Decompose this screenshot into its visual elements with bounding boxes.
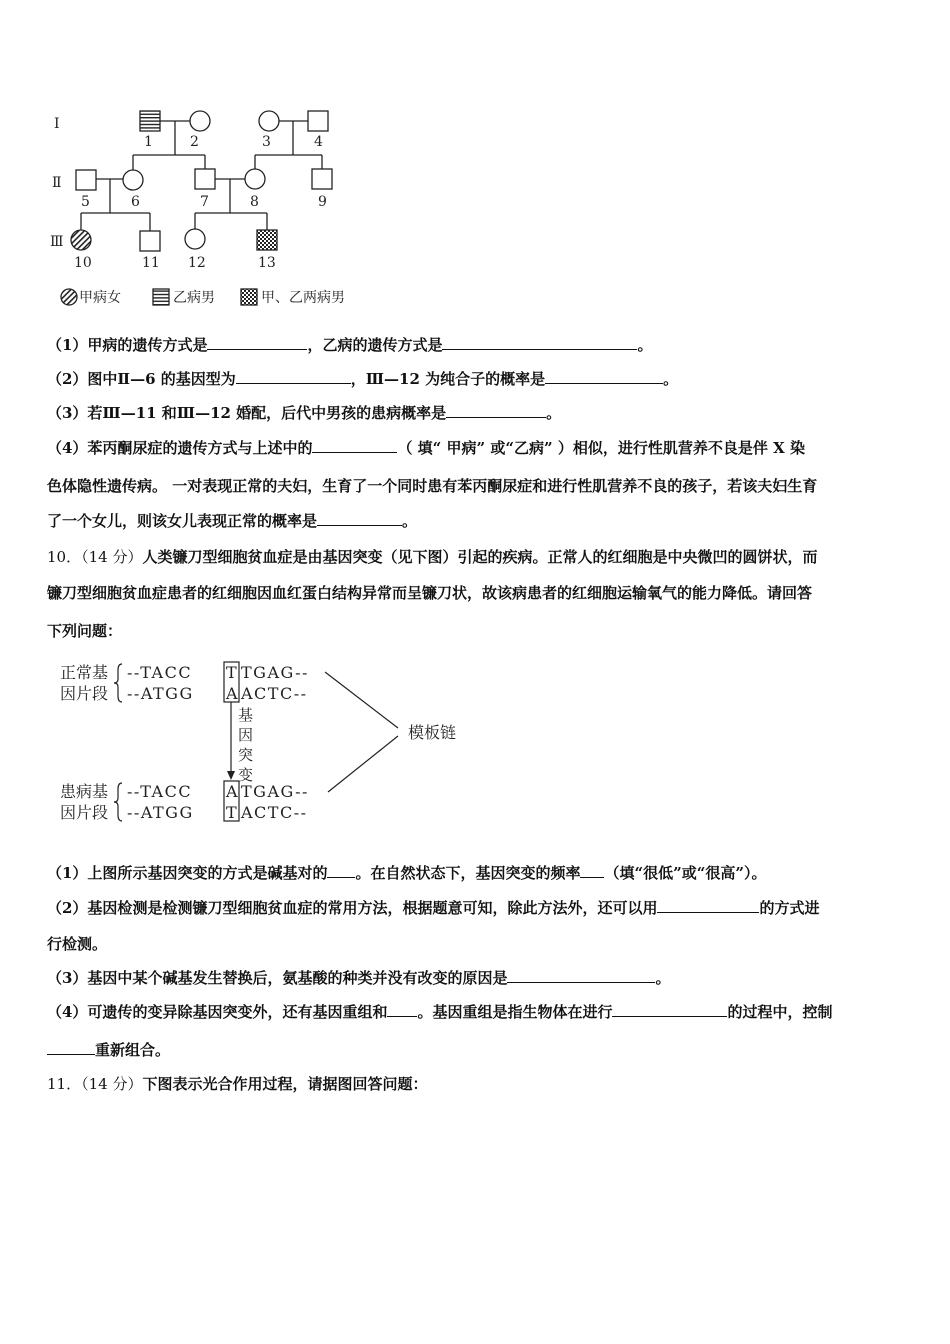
q9-item-2: （2）图中Ⅱ—6 的基因型为 ，Ⅲ—12 为纯合子的概率是 。: [47, 370, 679, 388]
individual-number: 1: [144, 134, 153, 150]
individual-number: 5: [81, 194, 90, 210]
dna-strand-segment: --ATGG: [127, 684, 194, 703]
answer-blank[interactable]: [545, 369, 663, 384]
q10-intro: 10．（14 分）人类镰刀型细胞贫血症是由基因突变（见下图）引起的疾病。正常人的红细胞是中央微凹的圆饼状，而: [47, 548, 818, 566]
q10-intro-cont: 下列问题：: [47, 622, 123, 640]
pedigree-chart: [50, 100, 380, 315]
q10-item-2-cont: 行检测。: [47, 935, 108, 953]
answer-blank[interactable]: [612, 1002, 727, 1017]
legend-label: 甲、乙两病男: [261, 290, 345, 306]
answer-blank[interactable]: [47, 1040, 95, 1055]
individual-number: 12: [188, 255, 206, 271]
individual-number: 10: [74, 255, 92, 271]
dna-strand-segment: --TACC: [127, 663, 193, 682]
answer-blank[interactable]: [312, 438, 397, 453]
answer-blank[interactable]: [207, 335, 307, 350]
q10-intro-cont: 镰刀型细胞贫血症患者的红细胞因血红蛋白结构异常而呈镰刀状，故该病患者的红细胞运输氧气的能力降低。请回答: [47, 584, 813, 602]
diagram-label: 因片段: [60, 803, 109, 822]
generation-label: Ⅲ: [50, 234, 64, 250]
legend-label: 甲病女: [79, 290, 121, 306]
dna-strand-segment: ACTC--: [241, 803, 308, 822]
question-number: 11．（14 分）: [47, 1075, 143, 1093]
individual-number: 7: [200, 194, 209, 210]
mutated-base: A: [226, 684, 240, 703]
answer-blank[interactable]: [580, 863, 604, 878]
answer-blank[interactable]: [236, 369, 351, 384]
q10-item-1: （1）上图所示基因突变的方式是碱基对的 。在自然状态下，基因突变的频率 （填“很低”或“很高”）。: [47, 864, 767, 882]
dna-strand-segment: TGAG--: [241, 663, 309, 682]
dna-strand-segment: TGAG--: [241, 782, 309, 801]
diagram-label: 患病基: [60, 782, 109, 801]
q10-item-4: （4）可遗传的变异除基因突变外，还有基因重组和 。基因重组是指生物体在进行 的过程中，控制: [47, 1003, 833, 1021]
generation-label: Ⅱ: [52, 175, 62, 191]
arrow-label: 基: [238, 706, 254, 724]
dna-strand-segment: ACTC--: [241, 684, 308, 703]
individual-number: 2: [190, 134, 199, 150]
generation-label: I: [54, 116, 60, 132]
q9-item-4-cont: 色体隐性遗传病。 一对表现正常的夫妇，生育了一个同时患有苯丙酮尿症和进行性肌营养不良的孩子，若该夫妇生育: [47, 477, 818, 495]
legend-label: 乙病男: [173, 290, 215, 306]
answer-blank[interactable]: [387, 1002, 417, 1017]
arrow-label: 变: [238, 766, 254, 784]
template-chain-label: 模板链: [408, 723, 457, 742]
individual-number: 3: [262, 134, 271, 150]
q11-intro: 11．（14 分）下图表示光合作用过程，请据图回答问题：: [47, 1075, 428, 1093]
answer-blank[interactable]: [327, 863, 355, 878]
answer-blank[interactable]: [657, 898, 759, 913]
question-number: 10．（14 分）: [47, 548, 143, 566]
arrow-label: 因: [238, 726, 254, 744]
individual-number: 4: [314, 134, 323, 150]
mutated-base: T: [226, 663, 239, 682]
answer-blank[interactable]: [446, 403, 546, 418]
individual-number: 11: [142, 255, 160, 271]
mutated-base: T: [226, 803, 239, 822]
q9-item-1: （1）甲病的遗传方式是 ，乙病的遗传方式是 。: [47, 336, 653, 354]
dna-strand-segment: --TACC: [127, 782, 193, 801]
gene-mutation-diagram: [50, 652, 480, 832]
individual-number: 6: [131, 194, 140, 210]
mutated-base: A: [226, 782, 240, 801]
q10-item-2: （2）基因检测是检测镰刀型细胞贫血症的常用方法，根据题意可知，除此方法外，还可以用 的方式进: [47, 899, 820, 917]
q10-item-3: （3）基因中某个碱基发生替换后，氨基酸的种类并没有改变的原因是 。: [47, 969, 671, 987]
arrow-label: 突: [238, 746, 254, 764]
diagram-label: 正常基: [60, 663, 109, 682]
q9-item-4: （4）苯丙酮尿症的遗传方式与上述中的 （ 填“ 甲病” 或“乙病” ）相似，进行性肌营养不良是伴 X 染: [47, 439, 805, 457]
q9-item-3: （3）若Ⅲ—11 和Ⅲ—12 婚配，后代中男孩的患病概率是 。: [47, 404, 562, 422]
individual-number: 8: [250, 194, 259, 210]
answer-blank[interactable]: [507, 968, 655, 983]
individual-number: 13: [258, 255, 276, 271]
answer-blank[interactable]: [442, 335, 637, 350]
answer-blank[interactable]: [317, 511, 402, 526]
q10-item-4-cont: 重新组合。: [47, 1040, 909, 1060]
individual-number: 9: [318, 194, 327, 210]
q9-item-4-cont: 了一个女儿，则该女儿表现正常的概率是 。: [47, 512, 418, 530]
dna-strand-segment: --ATGG: [127, 803, 194, 822]
diagram-label: 因片段: [60, 684, 109, 703]
